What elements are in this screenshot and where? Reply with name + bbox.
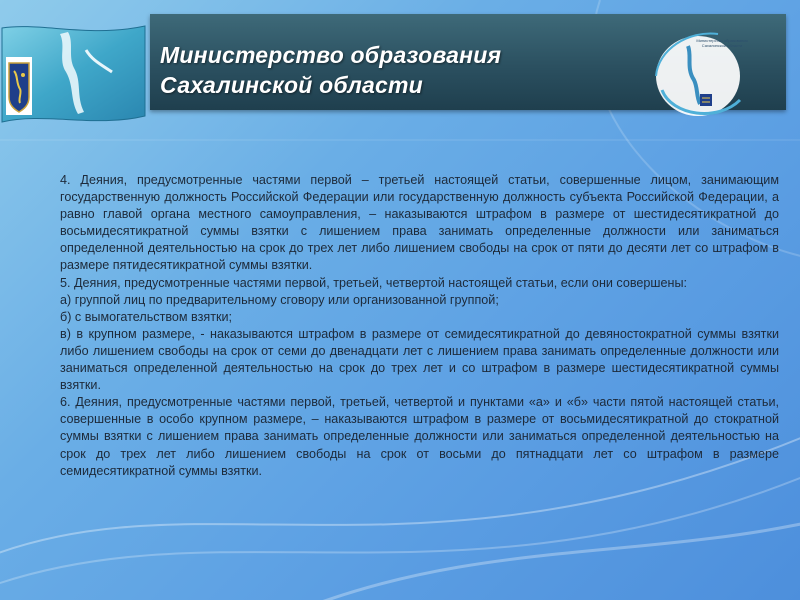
paragraph-4: 4. Деяния, предусмотренные частями первой – третьей настоящей статьи, совершенные лицом, занимающим государственную должность Российской Федерации или государственную должность субъекта Российской Федерации, а равно главой органа местного самоуправления, – наказываются штрафом в размере от шестидесятикратной до восьмидесятикратной суммы взятки с лишением права занимать определенные должности или заниматься определенной деятельностью на срок до трех лет либо лишением свободы на срок от пяти до десяти лет со штрафом в размере пятидесятикратной суммы взятки. [60,173,779,273]
item-b: б) с вымогательством взятки; [60,309,233,324]
page-title [160,40,501,100]
article-text [60,172,779,480]
item-v: в) в крупном размере, - наказываются штрафом в размере от семидесятикратной до девяностократной суммы взятки либо лишением свободы на срок от семи до двенадцати лет с лишением права занимать определенные должности или заниматься определенной деятельностью на срок до трех лет и со штрафом в размере шестидесятикратной суммы взятки. [60,326,779,393]
logo-caption: Министерство образования Сахалинской области [696,38,748,48]
header [0,0,800,140]
paragraph-5: 5. Деяния, предусмотренные частями первой, третьей, четвертой настоящей статьи, если они совершены: [60,275,688,290]
ministry-logo [648,20,758,120]
coat-of-arms-emblem [6,57,32,115]
title-line-2: Сахалинской области [160,72,423,98]
item-a: а) группой лиц по предварительному сговору или организованной группой; [60,292,499,307]
paragraph-6: 6. Деяния, предусмотренные частями первой, третьей, четвертой и пунктами «а» и «б» части пятой настоящей статьи, совершенные в особо крупном размере, – наказываются штрафом в размере от восьмидесятикратной до стократной суммы взятки с лишением права занимать определенные должности или заниматься определенной деятельностью на срок до трех лет либо лишением свободы на срок от восьми до пятнадцати лет со штрафом в размере семидесятикратной суммы взятки. [60,395,779,478]
title-line-1: Министерство образования [160,42,502,68]
